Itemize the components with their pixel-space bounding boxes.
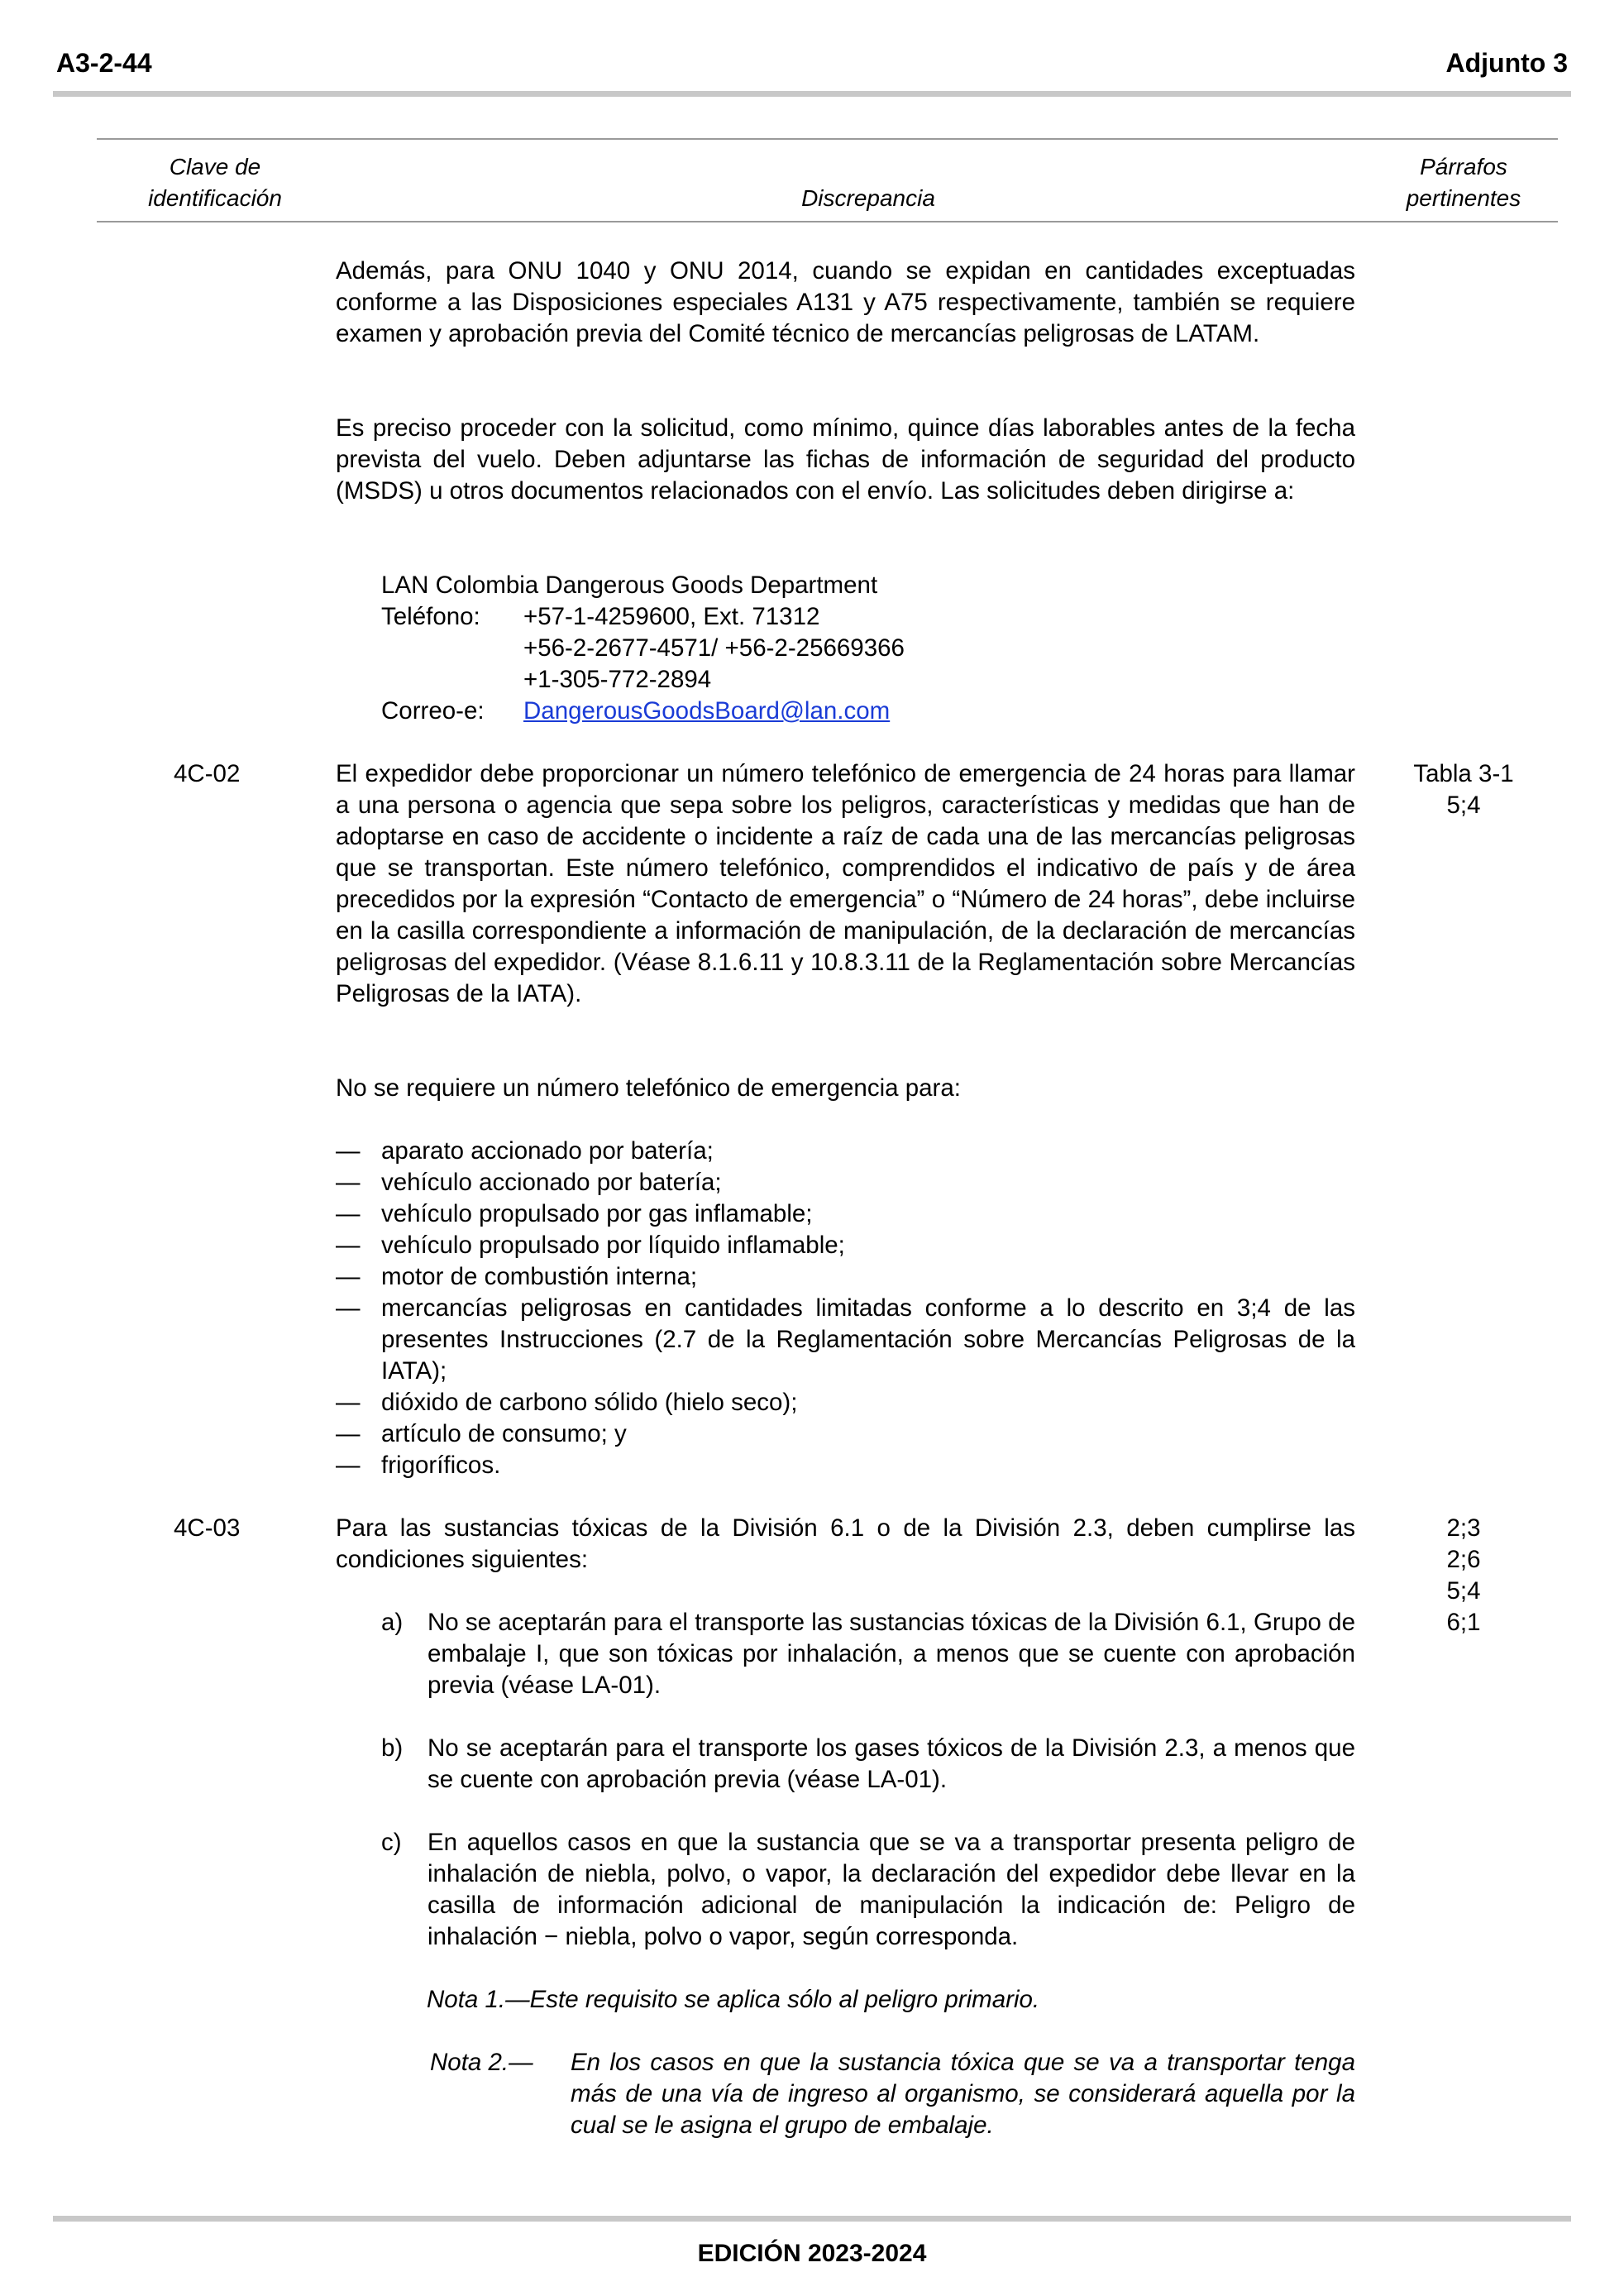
table-header-rule	[97, 221, 1558, 222]
item-marker: a)	[381, 1609, 404, 1636]
note-1: Nota 1.—Este requisito se aplica sólo al peligro primario.	[427, 1986, 1040, 2013]
column-header-key-line2: identificación	[148, 185, 282, 211]
list-item	[336, 1261, 1355, 1293]
item-text: No se aceptarán para el transporte las sustancias tóxicas de la División 6.1, Grupo de embalaje I, que son tóxicas por inhalación, a menos que se cuente con aprobación previa (véase LA-01).	[427, 1609, 1355, 1699]
continuation-paragraph-1: Además, para ONU 1040 y ONU 2014, cuando se expidan en cantidades exceptuadas conforme a las Disposiciones especiales A131 y A75 respectivamente, también se requiere examen y aprobación previa del Comité técnico de mercancías peligrosas de LATAM.	[336, 257, 1355, 347]
list-item-text: aparato accionado por batería;	[381, 1137, 714, 1165]
column-header-refs-line2: pertinentes	[1406, 185, 1521, 211]
edition-footer: EDICIÓN 2023-2024	[697, 2240, 927, 2267]
list-dash: —	[336, 1263, 361, 1290]
list-item	[336, 1230, 1355, 1261]
list-item	[336, 1387, 1355, 1418]
list-item-text: vehículo accionado por batería;	[381, 1169, 722, 1196]
entry-key-4c03: 4C-03	[174, 1514, 241, 1542]
list-dash: —	[336, 1169, 361, 1196]
condition-item-c	[381, 1827, 1355, 1953]
condition-item-a	[381, 1607, 1355, 1701]
note-2	[430, 2047, 1355, 2141]
entry-4c02-paragraph-2: No se requiere un número telefónico de emergencia para:	[336, 1074, 961, 1102]
header-rule	[53, 91, 1571, 97]
list-item-text: motor de combustión interna;	[381, 1263, 698, 1290]
entry-4c02-paragraph-1: El expedidor debe proporcionar un número telefónico de emergencia de 24 horas para llamar a una persona o agencia que sepa sobre los peligros, características y medidas que han de adoptarse en caso de accidente o incidente a raíz de cada una de las mercancías peligrosas que se transportan. Este número telefónico, comprendidos el indicativo de país y de área precedidos por la expresión “Contacto de emergencia” o “Número de 24 horas”, debe incluirse en la casilla correspondiente a información de manipulación, de la declaración de mercancías peligrosas del expedidor. (Véase 8.1.6.11 y 10.8.3.11 de la Reglamentación sobre Mercancías Peligrosas de la IATA).	[336, 760, 1355, 1007]
list-item	[336, 1167, 1355, 1198]
item-marker: c)	[381, 1829, 402, 1856]
item-text: En aquellos casos en que la sustancia que se va a transportar presenta peligro de inhalación de niebla, polvo, o vapor, la declaración del expedidor debe llevar en la casilla de información adicional de manipulación la indicación de: Peligro de inhalación − niebla, polvo o vapor, según corresponda.	[427, 1829, 1355, 1950]
phone-1: +57-1-4259600, Ext. 71312	[523, 603, 820, 630]
attachment-label: Adjunto 3	[1445, 48, 1568, 78]
list-dash: —	[336, 1137, 361, 1165]
list-dash: —	[336, 1389, 361, 1416]
list-item	[336, 1450, 1355, 1481]
page-number: A3-2-44	[56, 48, 152, 78]
note-2-label: Nota 2.—	[430, 2049, 533, 2076]
item-text: No se aceptarán para el transporte los gases tóxicos de la División 2.3, a menos que se cuente con aprobación previa (véase LA-01).	[427, 1734, 1355, 1793]
list-item	[336, 1198, 1355, 1230]
entry-refs-4c03	[1389, 1513, 1538, 1638]
list-item-text: dióxido de carbono sólido (hielo seco);	[381, 1389, 798, 1416]
column-header-key	[124, 151, 306, 214]
ref-item: 6;1	[1446, 1609, 1481, 1636]
column-header-refs	[1389, 151, 1538, 214]
list-item	[336, 1418, 1355, 1450]
email-link[interactable]: DangerousGoodsBoard@lan.com	[523, 697, 891, 725]
ref-item: 5;4	[1446, 1577, 1481, 1605]
entry-4c03-paragraph-1: Para las sustancias tóxicas de la División 6.1 o de la División 2.3, deben cumplirse las condiciones siguientes:	[336, 1514, 1355, 1573]
list-dash: —	[336, 1294, 361, 1322]
list-item-text: frigoríficos.	[381, 1452, 501, 1479]
continuation-paragraph-2: Es preciso proceder con la solicitud, como mínimo, quince días laborables antes de la fecha prevista del vuelo. Deben adjuntarse las fichas de información de seguridad del producto (MSDS) u otros documentos relacionados con el envío. Las solicitudes deben dirigirse a:	[336, 414, 1355, 505]
list-dash: —	[336, 1452, 361, 1479]
page-header	[56, 48, 1568, 81]
list-item-text: artículo de consumo; y	[381, 1420, 627, 1447]
list-item-text: vehículo propulsado por líquido inflamable;	[381, 1232, 845, 1259]
ref-item: Tabla 3-1	[1413, 760, 1514, 787]
ref-item: 5;4	[1446, 792, 1481, 819]
email-label: Correo-e:	[381, 697, 485, 725]
column-header-refs-line1: Párrafos	[1420, 154, 1507, 179]
list-item-text: mercancías peligrosas en cantidades limitadas conforme a lo descrito en 3;4 de las presentes Instrucciones (2.7 de la Reglamentación sobre Mercancías Peligrosas de la IATA);	[381, 1294, 1355, 1385]
entry-refs-4c02	[1389, 758, 1538, 821]
table-top-rule	[97, 138, 1558, 140]
column-header-key-line1: Clave de	[169, 154, 261, 179]
column-header-discrepancy: Discrepancia	[801, 185, 935, 211]
list-item	[336, 1136, 1355, 1167]
phone-3: +1-305-772-2894	[523, 666, 712, 693]
list-item-text: vehículo propulsado por gas inflamable;	[381, 1200, 813, 1227]
item-marker: b)	[381, 1734, 404, 1762]
list-item	[336, 1293, 1355, 1387]
ref-item: 2;6	[1446, 1546, 1481, 1573]
list-dash: —	[336, 1200, 361, 1227]
note-2-text: En los casos en que la sustancia tóxica que se va a transportar tenga más de una vía de ingreso al organismo, se considerará aquella por la cual se le asigna el grupo de embalaje.	[571, 2049, 1355, 2139]
list-dash: —	[336, 1420, 361, 1447]
phone-label: Teléfono:	[381, 603, 480, 630]
ref-item: 2;3	[1446, 1514, 1481, 1542]
contact-block	[381, 570, 905, 727]
list-dash: —	[336, 1232, 361, 1259]
footer-rule	[53, 2216, 1571, 2222]
entry-key-4c02: 4C-02	[174, 760, 241, 787]
emergency-exemption-list	[336, 1136, 1355, 1481]
phone-2: +56-2-2677-4571/ +56-2-25669366	[523, 634, 905, 662]
condition-item-b	[381, 1733, 1355, 1796]
contact-org: LAN Colombia Dangerous Goods Department	[381, 572, 878, 599]
